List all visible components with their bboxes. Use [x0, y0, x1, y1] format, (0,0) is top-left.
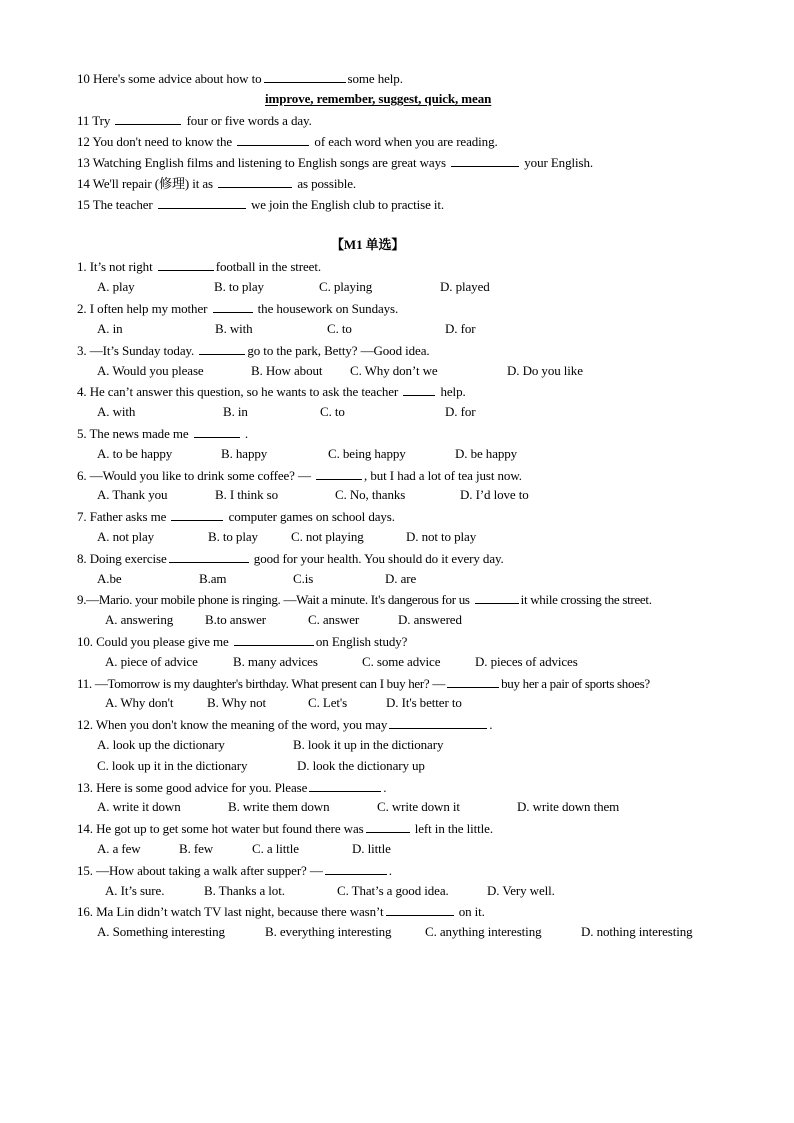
question-14-stem — [77, 820, 493, 837]
option-b[interactable]: B. happy — [221, 446, 268, 461]
item-text: We'll repair (修理) it as — [92, 176, 214, 191]
item-text: The teacher — [92, 197, 153, 212]
answer-blank[interactable] — [158, 196, 246, 209]
item-text: Here's some advice about how to — [92, 71, 262, 86]
item-text: of each word when you are reading. — [314, 134, 498, 149]
option-c[interactable]: C. playing — [319, 279, 373, 294]
question-15-stem — [77, 862, 392, 879]
item-text: Try — [92, 113, 111, 128]
option-b[interactable]: B. to play — [208, 529, 258, 544]
option-a[interactable]: A. answering — [105, 612, 174, 627]
option-b[interactable]: B. to play — [214, 279, 264, 294]
option-c[interactable]: C. Why don’t we — [350, 363, 438, 378]
stem-text: , but I had a lot of tea just now. — [364, 468, 522, 483]
section-heading: 【M1 单选】 — [331, 237, 405, 252]
question-12-stem — [77, 716, 492, 733]
answer-blank[interactable] — [115, 112, 181, 125]
item-text: as possible. — [297, 176, 357, 191]
option-a[interactable]: A. to be happy — [97, 446, 173, 461]
option-b[interactable]: B. with — [215, 321, 253, 336]
stem-text: 2. I often help my mother — [77, 301, 208, 316]
answer-blank[interactable] — [169, 550, 249, 563]
stem-text: on English study? — [315, 634, 408, 649]
option-a[interactable]: A. look up the dictionary — [97, 737, 225, 752]
question-8-stem — [77, 550, 504, 567]
option-d[interactable]: D. for — [445, 321, 476, 336]
answer-blank[interactable] — [475, 591, 519, 604]
stem-text: 8. Doing exercise — [77, 551, 167, 566]
stem-text: 11. —Tomorrow is my daughter's birthday. What present can I buy her? — — [77, 676, 446, 691]
answer-blank[interactable] — [234, 633, 314, 646]
question-2-stem — [77, 300, 398, 317]
stem-text: left in the little. — [414, 821, 493, 836]
answer-blank[interactable] — [447, 675, 499, 688]
answer-blank[interactable] — [264, 70, 346, 83]
item-number: 12 — [77, 134, 90, 149]
option-b[interactable]: B. many advices — [233, 654, 318, 669]
stem-text: 3. —It’s Sunday today. — [77, 343, 195, 358]
answer-blank[interactable] — [386, 903, 454, 916]
stem-text: . — [383, 780, 387, 795]
stem-text: 9.—Mario. your mobile phone is ringing. —Wait a minute. It's dangerous for us — [77, 592, 470, 607]
option-c[interactable]: C.is — [293, 571, 314, 586]
answer-blank[interactable] — [325, 862, 387, 875]
option-b[interactable]: B. few — [179, 841, 214, 856]
option-a[interactable]: A. with — [97, 404, 136, 419]
question-7-stem — [77, 508, 395, 525]
option-b[interactable]: B. everything interesting — [265, 924, 392, 939]
option-a[interactable]: A. write it down — [97, 799, 181, 814]
item-text: Watching English films and listening to English songs are great ways — [92, 155, 446, 170]
option-a[interactable]: A.be — [97, 571, 122, 586]
option-c[interactable]: C. a little — [252, 841, 299, 856]
option-b[interactable]: B. write them down — [228, 799, 330, 814]
stem-text: on it. — [458, 904, 485, 919]
question-1-stem — [77, 258, 321, 275]
option-c[interactable]: C. to — [320, 404, 345, 419]
option-c[interactable]: C. anything interesting — [425, 924, 542, 939]
wordfill-item-13 — [77, 154, 593, 171]
item-text: your English. — [524, 155, 594, 170]
stem-text: it while crossing the street. — [520, 592, 652, 607]
option-b[interactable]: B. Thanks a lot. — [204, 883, 285, 898]
option-c[interactable]: C. answer — [308, 612, 360, 627]
answer-blank[interactable] — [213, 300, 253, 313]
option-a[interactable]: A. piece of advice — [105, 654, 198, 669]
option-a[interactable]: A. Why don't — [105, 695, 174, 710]
stem-text: good for your health. You should do it every day. — [253, 551, 504, 566]
option-a[interactable]: A. in — [97, 321, 123, 336]
option-c[interactable]: C. write down it — [377, 799, 460, 814]
wordfill-item-14 — [77, 175, 356, 192]
question-16-stem — [77, 903, 485, 920]
item-text: we join the English club to practise it. — [250, 197, 445, 212]
option-a[interactable]: A. Thank you — [97, 487, 168, 502]
option-b[interactable]: B.am — [199, 571, 227, 586]
stem-text: 10. Could you please give me — [77, 634, 229, 649]
answer-blank[interactable] — [366, 820, 410, 833]
stem-text: 1. It’s not right — [77, 259, 153, 274]
answer-blank[interactable] — [389, 716, 487, 729]
answer-blank[interactable] — [237, 133, 309, 146]
answer-blank[interactable] — [451, 154, 519, 167]
stem-text: . — [388, 863, 392, 878]
stem-text: computer games on school days. — [228, 509, 395, 524]
option-d[interactable]: D. be happy — [455, 446, 518, 461]
option-a[interactable]: A. Something interesting — [97, 924, 225, 939]
question-4-stem — [77, 383, 466, 400]
answer-blank[interactable] — [316, 467, 362, 480]
option-c[interactable]: C. look up it in the dictionary — [97, 758, 248, 773]
option-b[interactable]: B. in — [223, 404, 248, 419]
item-number: 10 — [77, 71, 90, 86]
option-c[interactable]: C. Let's — [308, 695, 348, 710]
option-d[interactable]: D. Do you like — [507, 363, 583, 378]
option-d[interactable]: D. not to play — [406, 529, 477, 544]
option-d[interactable]: D. I’d love to — [460, 487, 529, 502]
option-d[interactable]: D. are — [385, 571, 417, 586]
answer-blank[interactable] — [194, 425, 240, 438]
option-b[interactable]: B. How about — [251, 363, 323, 378]
answer-blank[interactable] — [199, 342, 245, 355]
wordfill-item-10 — [77, 70, 403, 87]
stem-text: 16. Ma Lin didn’t watch TV last night, because there wasn’t — [77, 904, 384, 919]
option-d[interactable]: D. write down them — [517, 799, 620, 814]
option-c[interactable]: C. No, thanks — [335, 487, 406, 502]
option-d[interactable]: D. look the dictionary up — [297, 758, 425, 773]
stem-text: 15. —How about taking a walk after supper? — — [77, 863, 323, 878]
item-text: some help. — [347, 71, 403, 86]
option-c[interactable]: C. some advice — [362, 654, 441, 669]
option-a[interactable]: A. Would you please — [97, 363, 204, 378]
option-d[interactable]: D. played — [440, 279, 490, 294]
stem-text: buy her a pair of sports shoes? — [501, 676, 650, 691]
option-a[interactable]: A. It’s sure. — [105, 883, 165, 898]
stem-text: football in the street. — [215, 259, 322, 274]
answer-blank[interactable] — [403, 383, 435, 396]
option-b[interactable]: B. look it up in the dictionary — [293, 737, 444, 752]
option-c[interactable]: C. being happy — [328, 446, 406, 461]
item-number: 11 — [77, 113, 90, 128]
question-13-stem — [77, 779, 386, 796]
option-b[interactable]: B. Why not — [207, 695, 267, 710]
option-c[interactable]: C. to — [327, 321, 352, 336]
item-text: four or five words a day. — [186, 113, 312, 128]
question-5-stem — [77, 425, 248, 442]
stem-text: 5. The news made me — [77, 426, 189, 441]
answer-blank[interactable] — [309, 779, 381, 792]
answer-blank[interactable] — [171, 508, 223, 521]
option-c[interactable]: C. That’s a good idea. — [337, 883, 449, 898]
item-number: 13 — [77, 155, 90, 170]
option-b[interactable]: B. I think so — [215, 487, 278, 502]
option-d[interactable]: D. It's better to — [386, 695, 462, 710]
option-b[interactable]: B.to answer — [205, 612, 266, 627]
option-a[interactable]: A. a few — [97, 841, 141, 856]
option-d[interactable]: D. pieces of advices — [475, 654, 578, 669]
stem-text: help. — [440, 384, 466, 399]
option-a[interactable]: A. not play — [97, 529, 155, 544]
stem-text: . — [489, 717, 493, 732]
stem-text: go to the park, Betty? —Good idea. — [247, 343, 430, 358]
word-bank: improve, remember, suggest, quick, mean — [265, 91, 492, 106]
option-a[interactable]: A. play — [97, 279, 135, 294]
item-number: 14 — [77, 176, 90, 191]
stem-text: 6. —Would you like to drink some coffee? — — [77, 468, 311, 483]
stem-text: the housework on Sundays. — [257, 301, 399, 316]
option-d[interactable]: D. answered — [398, 612, 462, 627]
option-d[interactable]: D. nothing interesting — [581, 924, 693, 939]
option-d[interactable]: D. for — [445, 404, 476, 419]
question-9-stem — [77, 591, 652, 608]
answer-blank[interactable] — [158, 258, 214, 271]
wordfill-item-15 — [77, 196, 444, 213]
stem-text: . — [244, 426, 249, 441]
wordfill-item-11 — [77, 112, 312, 129]
stem-text: 14. He got up to get some hot water but found there was — [77, 821, 364, 836]
question-6-stem — [77, 467, 522, 484]
option-d[interactable]: D. little — [352, 841, 391, 856]
stem-text: 12. When you don't know the meaning of the word, you may — [77, 717, 388, 732]
stem-text: 7. Father asks me — [77, 509, 167, 524]
question-3-stem — [77, 342, 430, 359]
answer-blank[interactable] — [218, 175, 292, 188]
option-d[interactable]: D. Very well. — [487, 883, 555, 898]
stem-text: 13. Here is some good advice for you. Please — [77, 780, 308, 795]
option-c[interactable]: C. not playing — [291, 529, 364, 544]
item-number: 15 — [77, 197, 90, 212]
question-10-stem — [77, 633, 407, 650]
stem-text: 4. He can’t answer this question, so he wants to ask the teacher — [77, 384, 399, 399]
question-11-stem — [77, 675, 650, 692]
item-text: You don't need to know the — [92, 134, 233, 149]
wordfill-item-12 — [77, 133, 498, 150]
